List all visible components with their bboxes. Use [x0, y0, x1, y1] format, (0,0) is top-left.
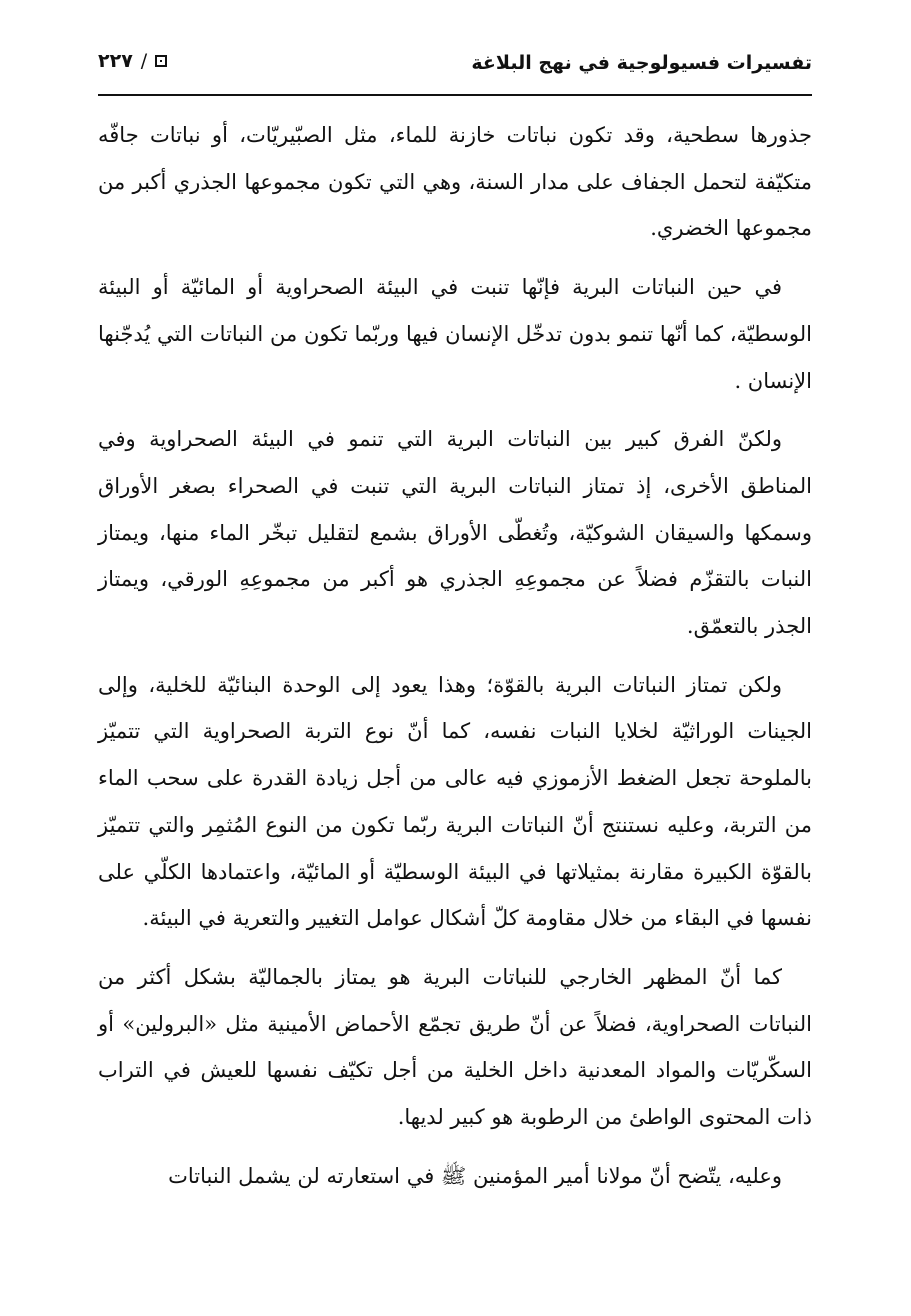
- folio-ornament-icon: [155, 55, 167, 67]
- paragraph: في حين النباتات البرية فإنّها تنبت في البيئة الصحراوية أو المائيّة أو البيئة الوسطيّة، كما أنّها تنمو بدون تدخّل الإنسان فيها وربّما تكون من النباتات التي يُدجّنها الإنسان .: [98, 275, 812, 393]
- folio-separator: /: [140, 50, 148, 72]
- folio: [98, 50, 167, 72]
- paragraph: وعليه، يتّضح أنّ مولانا أمير المؤمنين ﷺ في استعارته لن يشمل النباتات: [168, 1163, 782, 1188]
- header-rule: [98, 94, 812, 96]
- running-title: تفسيرات فسيولوجية في نهج البلاغة: [471, 52, 812, 74]
- paragraph: كما أنّ المظهر الخارجي للنباتات البرية هو يمتاز بالجماليّة بشكل أكثر من النباتات الصحراوية، فضلاً عن أنّ طريق تجمّع الأحماض الأمينية مثل «البرولين» أو السكّريّات والمواد المعدنية داخل الخلية من أجل تكيّف نفسها للعيش في التراب ذات المحتوى الواطئ من الرطوبة هو كبير لديها.: [98, 964, 812, 1130]
- paragraph-continuation: جذورها سطحية، وقد تكون نباتات خازنة للماء، مثل الصبّيريّات، أو نباتات جافّه متكيّفة لتحمل الجفاف على مدار السنة، وهي التي تكون مجموعها الجذري أكبر من مجموعها الخضري.: [98, 123, 812, 241]
- page-body: [98, 112, 812, 1211]
- paragraph: ولكنّ الفرق كبير بين النباتات البرية التي تنمو في البيئة الصحراوية وفي المناطق الأخرى، إذ تمتاز النباتات البرية التي تنبت في الصحراء بصغر الأوراق وسمكها والسيقان الشوكيّة، وتُغطّى الأوراق بشمع لتقليل تبخّر الماء منها، ويمتاز النبات بالتقزّم فضلاً عن مجموعِهِ الجذري هو أكبر من مجموعِهِ الورقي، ويمتاز الجذر بالتعمّق.: [98, 427, 812, 639]
- paragraph: ولكن تمتاز النباتات البرية بالقوّة؛ وهذا يعود إلى الوحدة البنائيّة للخلية، وإلى الجينات الوراثيّة لخلايا النبات نفسه، كما أنّ نوع التربة الصحراوية التي تتميّز بالملوحة تجعل الضغط الأزموزي فيه عالى من أجل زيادة القدرة على سحب الماء من التربة، وعليه نستنتج أنّ النباتات البرية ربّما تكون من النوع المُثمِر والتي تتميّز بالقوّة الكبيرة مقارنة بمثيلاتها في البيئة الوسطيّة أو المائيّة، واعتمادها الكلّي على نفسها في البقاء من خلال مقاومة كلّ أشكال عوامل التغيير والتعرية في البيئة.: [98, 672, 812, 931]
- page-number: ٢٢٧: [98, 50, 133, 72]
- running-header: [98, 46, 812, 86]
